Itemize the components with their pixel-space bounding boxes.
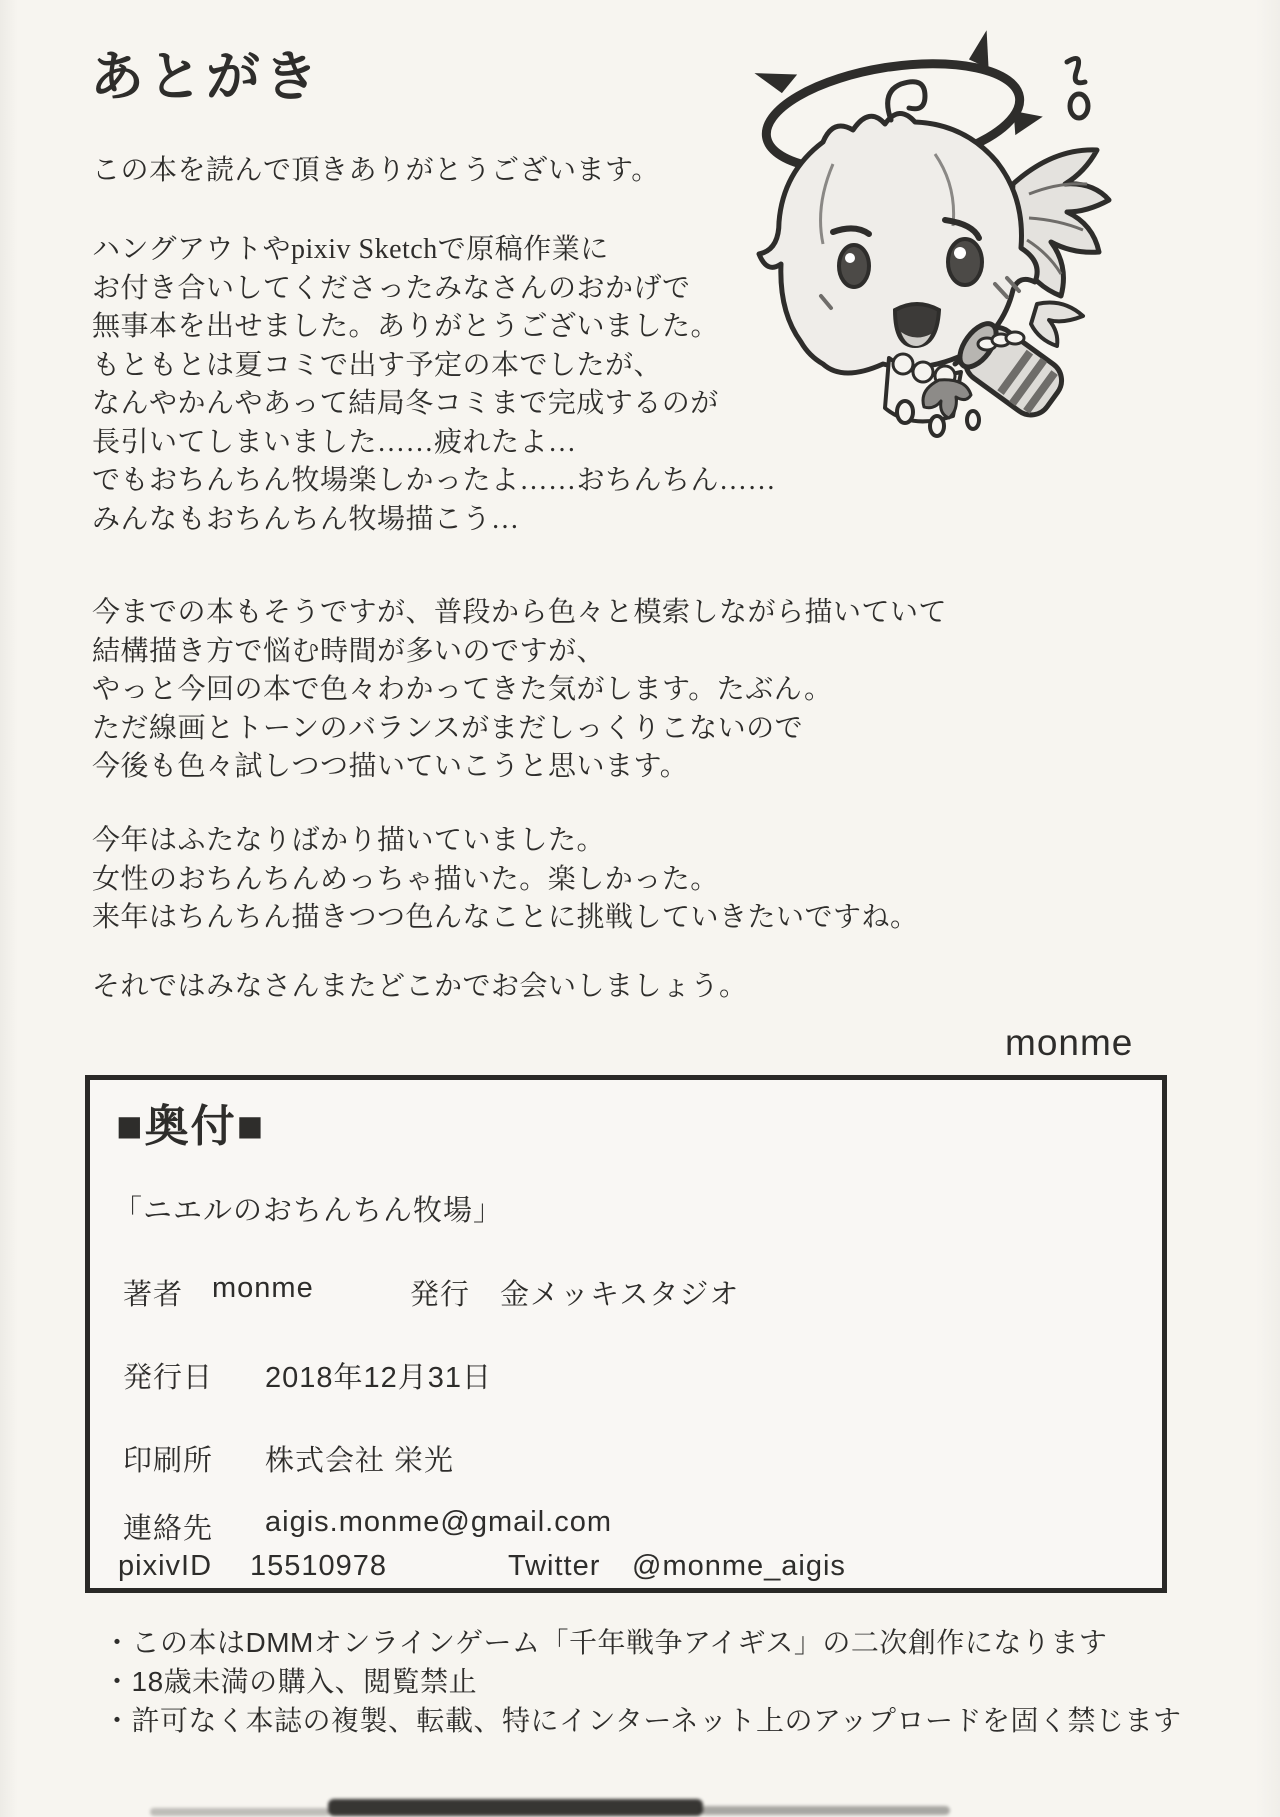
afterword-paragraph-5 [92,968,748,1007]
colophon-heading: ■奥付■ [116,1102,266,1151]
issue-date-value: 2018年12月31日 [265,1362,493,1394]
text-line: みんなもおちんちん牧場描こう… [92,503,520,535]
text-line: 今までの本もそうですが、普段から色々と模索しながら描いていて [92,597,948,628]
text-line: でもおちんちん牧場楽しかったよ……おちんちん…… [92,465,777,496]
text-line: ハングアウトやpixiv Sketchで原稿作業に [92,234,609,265]
printer-label: 印刷所 [123,1445,214,1477]
flutter-squiggle [1067,58,1088,118]
afterword-paragraph-1 [92,152,660,191]
footer-notes [103,1623,1182,1740]
text-line: 今年はふたなりばかり描いていました。 [92,825,606,856]
book-title: 「ニエルのおちんちん牧場」 [113,1195,504,1227]
colophon-box [85,1075,1167,1593]
afterword-paragraph-3 [92,594,947,787]
contact-label: 連絡先 [123,1513,214,1545]
text-line: 女性のおちんちんめっちゃ描いた。楽しかった。 [92,863,719,895]
chibi-angel-illustration [683,12,1115,444]
text-line: 来年はちんちん描きつつ色んなことに挑戦していきたいですね。 [92,902,919,933]
scan-artifact [700,1806,950,1815]
text-line: 無事本を出せました。ありがとうございました。 [92,311,720,342]
printer-value: 株式会社 栄光 [265,1445,455,1477]
afterword-paragraph-4 [92,822,919,938]
footer-note: ・18歳未満の購入、閲覧禁止 [103,1666,478,1697]
contact-value: aigis.monme@gmail.com [265,1506,612,1538]
scan-artifact [328,1799,703,1816]
text-line: ただ線画とトーンのバランスがまだしっくりこないので [92,712,804,744]
twitter-value: @monme_aigis [632,1550,846,1582]
text-line: なんやかんやあって結局冬コミまで完成するのが [92,388,719,419]
text-line: それではみなさんまたどこかでお会いしましょう。 [92,971,748,1002]
author-label: 著者 [123,1279,184,1311]
publisher-label: 発行 [410,1279,471,1311]
page-title: あとがき [90,47,322,107]
scan-artifact [150,1808,330,1816]
footer-note: ・許可なく本誌の複製、転載、特にインターネット上のアップロードを固く禁じます [103,1705,1182,1736]
text-line: 結構描き方で悩む時間が多いのですが、 [92,635,606,667]
wing [1012,150,1109,346]
publisher-value: 金メッキスタジオ [500,1279,740,1311]
text-line: この本を読んで頂きありがとうございます。 [92,155,660,186]
text-line: 今後も色々試しつつ描いていこうと思います。 [92,751,689,782]
text-line: お付き合いしてくださったみなさんのおかげで [92,272,691,304]
issue-date-label: 発行日 [123,1362,214,1394]
afterword-paragraph-2 [92,231,776,539]
pixiv-id-value: 15510978 [250,1550,388,1582]
text-line: やっと今回の本で色々わかってきた気がします。たぶん。 [92,674,833,705]
author-value: monme [212,1272,314,1304]
text-line: 長引いてしまいました……疲れたよ… [92,426,577,458]
twitter-label: Twitter [508,1550,601,1582]
pixiv-id-label: pixivID [118,1550,213,1582]
author-signature: monme [1005,1022,1134,1063]
footer-note: ・この本はDMMオンラインゲーム「千年戦争アイギス」の二次創作になります [103,1627,1108,1658]
text-line: もともとは夏コミで出す予定の本でしたが、 [92,349,663,381]
